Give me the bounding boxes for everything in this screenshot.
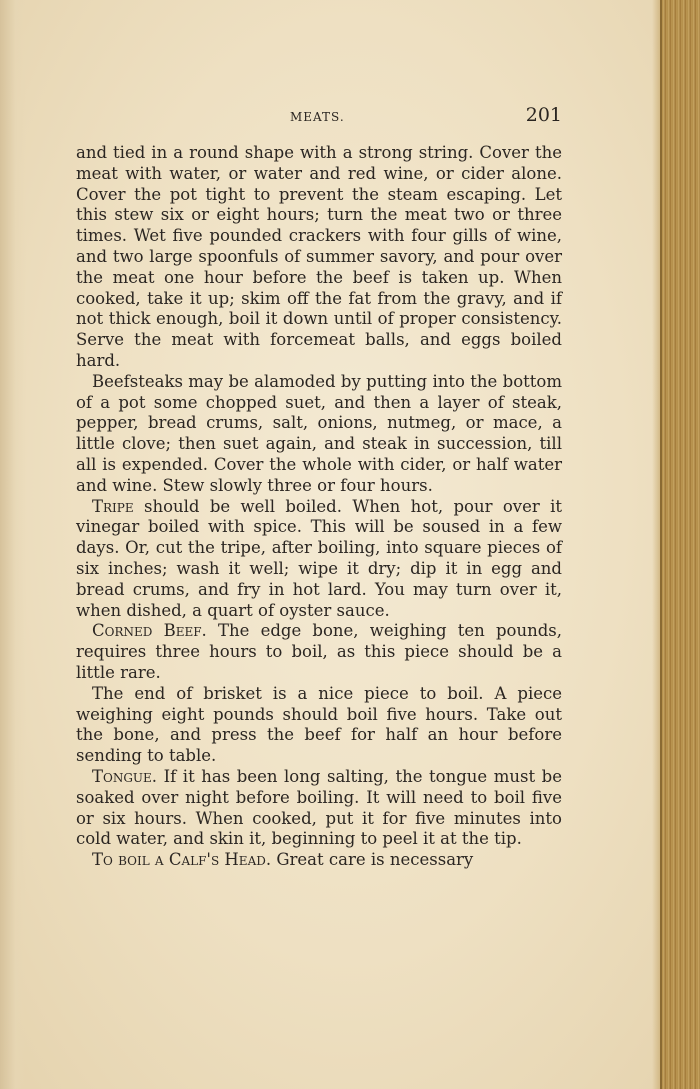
page-header [76,104,562,132]
body-text [76,143,562,871]
page-edge [660,0,700,1089]
heading-calfs-head: To boil a Calf's Head. [92,850,272,870]
paragraph-corned-beef-text: The edge bone, weighing ten pounds, requires three hours to boil, as this piece should be a little rare. [76,621,562,682]
running-head: MEATS. [290,110,345,124]
paragraph-tongue [76,767,562,850]
paragraph-alamode-continued: and tied in a round shape with a strong string. Cover the meat with water, or water and red wine, or cider alone. Cover the pot tight to prevent the steam escaping. Let this stew six or eight hours; turn the meat two or three times. Wet five pounded crackers with four gills of wine, and two large spoonfuls of summer savory, and pour over the meat one hour before the beef is taken up. When cooked, take it up; skim off the fat from the gravy, and if not thick enough, boil it down until of proper consistency. Serve the meat with forcemeat balls, and eggs boiled hard. [76,143,562,370]
paragraph-calfs-head-text: Great care is necessary [271,850,474,870]
page-number: 201 [525,104,562,126]
paragraph-corned-beef [76,621,562,683]
paragraph-beefsteaks: Beefsteaks may be alamoded by putting into the bottom of a pot some chopped suet, and then a layer of steak, pepper, bread crums, salt, onions, nutmeg, or mace, a little clove; then suet again, and steak in succession, till all is expended. Cover the whole with cider, or half water and wine. Stew slowly three or four hours. [76,371,562,495]
paragraph-tripe [76,497,562,622]
gutter-shadow [0,0,26,1089]
paragraph-brisket: The end of brisket is a nice piece to boil. A piece weighing eight pounds should boil five hours. Take out the bone, and press the beef for half an hour before sending to table. [76,683,562,766]
paragraph-calfs-head [76,850,562,871]
heading-corned-beef: Corned Beef. [92,621,207,641]
heading-tongue: Tongue. [92,766,158,786]
paragraph-tripe-text: should be well boiled. When hot, pour over it vinegar boiled with spice. This will be soused in a few days. Or, cut the tripe, after boiling, into square pieces of six inches; wash it well; wipe it dry; dip it in egg and bread crums, and fry in hot lard. You may turn over it, when dished, a quart of oyster sauce. [76,496,562,620]
paragraph-tongue-text: If it has been long salting, the tongue must be soaked over night before boiling. It will need to boil five or six hours. When cooked, put it for five minutes into cold water, and skin it, beginning to peel it at the tip. [76,766,562,849]
heading-tripe: Tripe [92,496,134,516]
